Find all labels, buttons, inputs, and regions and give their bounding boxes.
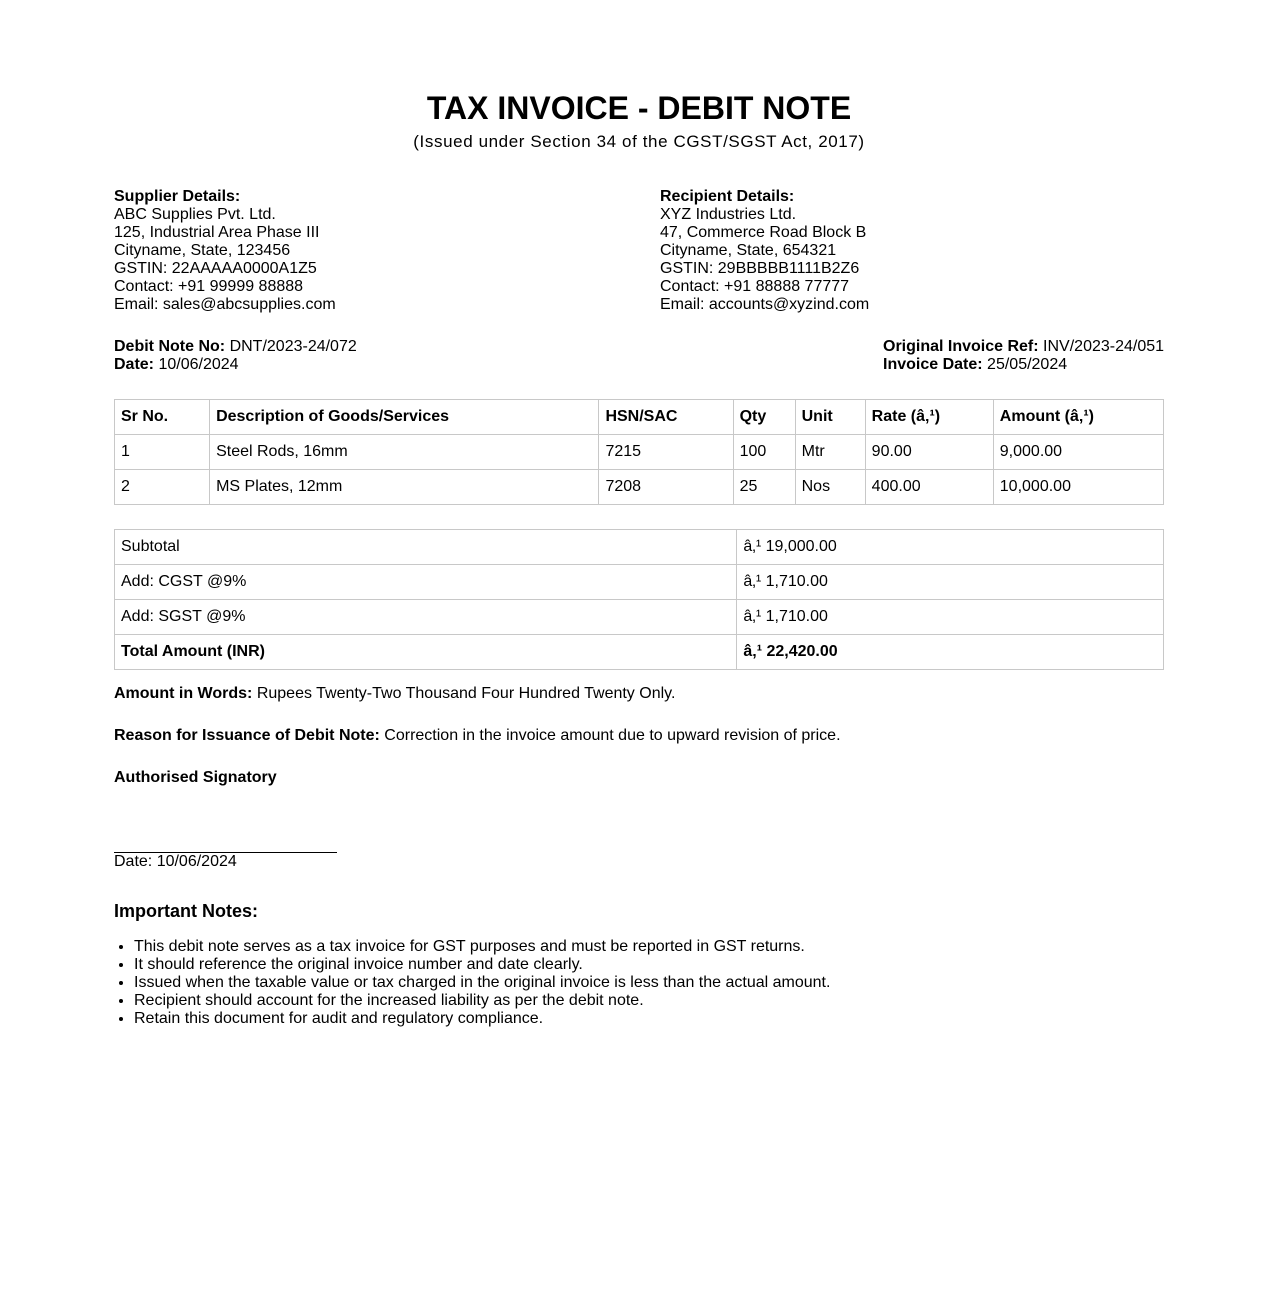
cell-sr-no: 1 — [115, 435, 210, 470]
cell-rate: 90.00 — [865, 435, 993, 470]
debit-note-date — [114, 356, 357, 374]
debit-note-date-label: Date: — [114, 356, 155, 373]
list-item: • Retain this document for audit and regulatory compliance. — [134, 1010, 830, 1028]
header-hsn-sac: HSN/SAC — [599, 400, 733, 435]
page-title: TAX INVOICE - DEBIT NOTE — [426, 90, 852, 126]
totals-table — [114, 529, 1164, 670]
debit-note-date-value: 10/06/2024 — [158, 356, 239, 373]
cell-qty: 25 — [733, 470, 795, 505]
cgst-label: Add: CGST @9% — [115, 565, 737, 600]
recipient-email: Email: accounts@xyzind.com — [660, 296, 870, 313]
signatory-date: Date: 10/06/2024 — [114, 853, 237, 870]
amount-in-words-value: Rupees Twenty-Two Thousand Four Hundred Twenty Only. — [256, 685, 676, 702]
supplier-email: Email: sales@abcsupplies.com — [114, 296, 336, 313]
cell-sr-no: 2 — [115, 470, 210, 505]
page-subtitle: (Issued under Section 34 of the CGST/SGST Act, 2017) — [413, 132, 865, 151]
recipient-address-line-1: 47, Commerce Road Block B — [660, 224, 867, 241]
recipient-address-line-2: Cityname, State, 654321 — [660, 242, 837, 259]
total-amount-value: â‚¹ 22,420.00 — [737, 635, 1164, 670]
cgst-value: â‚¹ 1,710.00 — [737, 565, 1164, 600]
totals-row-total — [115, 635, 1164, 670]
sgst-value: â‚¹ 1,710.00 — [737, 600, 1164, 635]
supplier-heading: Supplier Details: — [114, 188, 241, 205]
supplier-details — [114, 188, 336, 314]
amount-in-words-label: Amount in Words: — [114, 685, 253, 702]
notes-title: Important Notes: — [114, 901, 258, 921]
recipient-contact: Contact: +91 88888 77777 — [660, 278, 850, 295]
cell-description: Steel Rods, 16mm — [210, 435, 599, 470]
cell-rate: 400.00 — [865, 470, 993, 505]
original-invoice-date — [883, 356, 1164, 374]
supplier-address-line-1: 125, Industrial Area Phase III — [114, 224, 320, 241]
header-unit: Unit — [795, 400, 865, 435]
authorised-signatory-label: Authorised Signatory — [114, 769, 277, 786]
cell-unit: Nos — [795, 470, 865, 505]
header-description: Description of Goods/Services — [210, 400, 599, 435]
list-item: • Recipient should account for the increased liability as per the debit note. — [134, 992, 830, 1010]
recipient-gstin: GSTIN: 29BBBBB1111B2Z6 — [660, 260, 860, 277]
total-amount-label: Total Amount (INR) — [115, 635, 737, 670]
cell-amount: 10,000.00 — [993, 470, 1163, 505]
notes-list — [114, 938, 830, 1028]
cell-unit: Mtr — [795, 435, 865, 470]
cell-hsn-sac: 7208 — [599, 470, 733, 505]
recipient-details — [660, 188, 869, 314]
original-invoice-ref-label: Original Invoice Ref: — [883, 338, 1039, 355]
list-item: • This debit note serves as a tax invoice for GST purposes and must be reported in GST returns. — [134, 938, 830, 956]
header-qty: Qty — [733, 400, 795, 435]
subtotal-label: Subtotal — [115, 530, 737, 565]
original-invoice-date-value: 25/05/2024 — [987, 356, 1068, 373]
recipient-heading: Recipient Details: — [660, 188, 795, 205]
cell-description: MS Plates, 12mm — [210, 470, 599, 505]
supplier-gstin: GSTIN: 22AAAAA0000A1Z5 — [114, 260, 317, 277]
reason-label: Reason for Issuance of Debit Note: — [114, 727, 380, 744]
debit-note-number-value: DNT/2023-24/072 — [229, 338, 357, 355]
debit-note-reason — [114, 726, 841, 746]
totals-row-sgst — [115, 600, 1164, 635]
list-item: • Issued when the taxable value or tax charged in the original invoice is less than the actual amount. — [134, 974, 830, 992]
supplier-address-line-2: Cityname, State, 123456 — [114, 242, 291, 259]
debit-note-info — [114, 338, 357, 374]
header-amount: Amount (â‚¹) — [993, 400, 1163, 435]
original-invoice-ref-value: INV/2023-24/051 — [1043, 338, 1165, 355]
items-table — [114, 399, 1164, 505]
reason-value: Correction in the invoice amount due to upward revision of price. — [384, 727, 841, 744]
original-invoice-info — [883, 338, 1164, 374]
debit-note-number — [114, 338, 357, 356]
items-header-row — [115, 400, 1164, 435]
cell-qty: 100 — [733, 435, 795, 470]
recipient-name: XYZ Industries Ltd. — [660, 206, 797, 223]
header-rate: Rate (â‚¹) — [865, 400, 993, 435]
list-item: • It should reference the original invoice number and date clearly. — [134, 956, 830, 974]
amount-in-words — [114, 684, 675, 704]
header-sr-no: Sr No. — [115, 400, 210, 435]
supplier-name: ABC Supplies Pvt. Ltd. — [114, 206, 276, 223]
table-row — [115, 435, 1164, 470]
subtotal-value: â‚¹ 19,000.00 — [737, 530, 1164, 565]
original-invoice-date-label: Invoice Date: — [883, 356, 983, 373]
original-invoice-ref — [883, 338, 1164, 356]
debit-note-number-label: Debit Note No: — [114, 338, 226, 355]
table-row — [115, 470, 1164, 505]
totals-row-subtotal — [115, 530, 1164, 565]
cell-amount: 9,000.00 — [993, 435, 1163, 470]
sgst-label: Add: SGST @9% — [115, 600, 737, 635]
totals-row-cgst — [115, 565, 1164, 600]
supplier-contact: Contact: +91 99999 88888 — [114, 278, 304, 295]
cell-hsn-sac: 7215 — [599, 435, 733, 470]
